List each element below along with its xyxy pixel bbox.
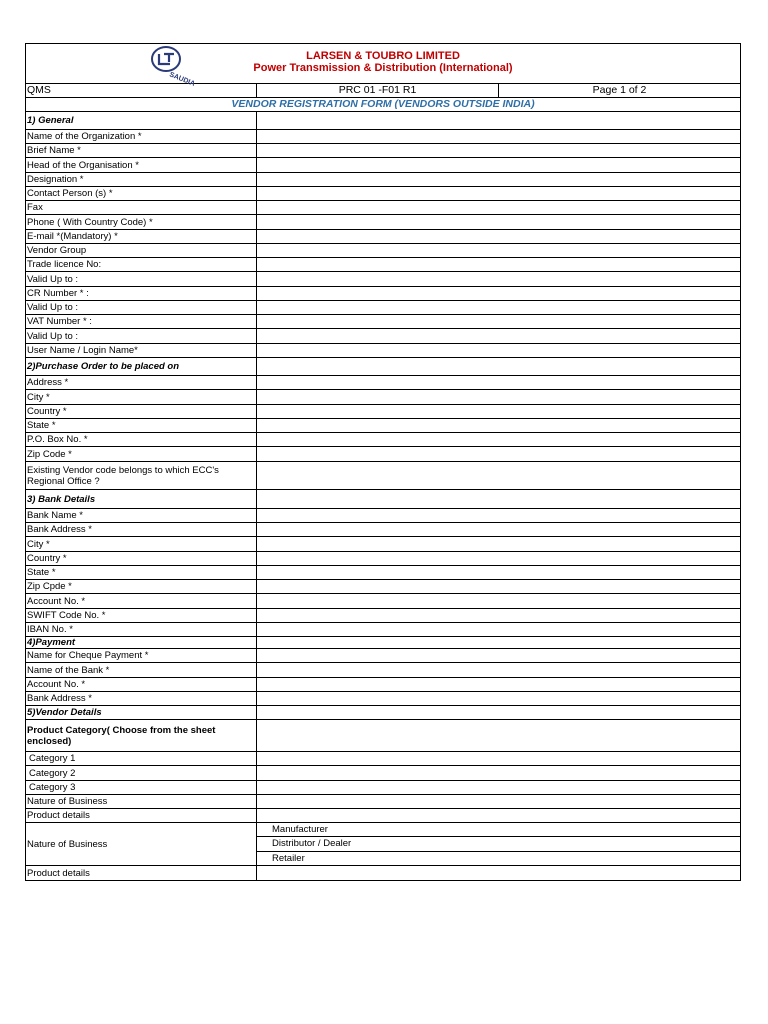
form-row: [26, 287, 740, 301]
business-option[interactable]: Distributor / Dealer: [257, 837, 740, 851]
field-label: Phone ( With Country Code) *: [26, 215, 257, 229]
field-label: Product Category( Choose from the sheet enclosed): [26, 720, 257, 751]
form-row: [26, 130, 740, 144]
field-label: Product details: [26, 809, 257, 822]
form-row: [26, 230, 740, 244]
field-label: Contact Person (s) *: [26, 187, 257, 200]
field-label: Country *: [26, 552, 257, 565]
form-row: [26, 376, 740, 390]
field-label: User Name / Login Name*: [26, 344, 257, 357]
field-label: Head of the Organisation *: [26, 158, 257, 172]
field-value-input[interactable]: [257, 678, 740, 691]
field-value-input[interactable]: [257, 230, 740, 243]
form-row: [26, 462, 740, 490]
field-value-input[interactable]: [257, 272, 740, 286]
field-value-input[interactable]: [257, 215, 740, 229]
field-label: Zip Code *: [26, 447, 257, 461]
field-label: Name for Cheque Payment *: [26, 649, 257, 662]
field-value-input[interactable]: [257, 158, 740, 172]
form-row: [26, 720, 740, 752]
field-label: Valid Up to :: [26, 329, 257, 343]
section-blank: [257, 706, 740, 719]
form-row: [26, 173, 740, 187]
field-label: Designation *: [26, 173, 257, 186]
field-label: Category 1: [26, 752, 257, 765]
field-value-input[interactable]: [257, 344, 740, 357]
document-info-row: [26, 84, 740, 98]
field-label: Bank Name *: [26, 509, 257, 522]
page-number: Page 1 of 2: [592, 84, 647, 96]
field-value-input[interactable]: [257, 649, 740, 662]
field-label: Account No. *: [26, 678, 257, 691]
qms-label: QMS: [26, 84, 257, 97]
field-label: Address *: [26, 376, 257, 389]
field-label: Vendor Group: [26, 244, 257, 257]
form-row: [26, 433, 740, 447]
field-label: Nature of Business: [26, 823, 257, 865]
form-row: [26, 678, 740, 692]
field-value-input[interactable]: [257, 329, 740, 343]
field-label: Brief Name *: [26, 144, 257, 157]
field-value-input[interactable]: [257, 866, 740, 880]
field-label: 1) General: [26, 112, 257, 129]
field-label: 5)Vendor Details: [26, 706, 257, 719]
field-label: Valid Up to :: [26, 301, 257, 314]
company-name: LARSEN & TOUBRO LIMITED: [306, 50, 460, 62]
field-value-input[interactable]: [257, 594, 740, 608]
field-value-input[interactable]: [257, 201, 740, 214]
form-row: [26, 187, 740, 201]
business-option[interactable]: Retailer: [272, 852, 305, 864]
field-label: Zip Cpde *: [26, 580, 257, 593]
field-value-input[interactable]: [257, 537, 740, 551]
field-label: City *: [26, 537, 257, 551]
field-value-input[interactable]: [257, 390, 740, 404]
section-blank: [257, 637, 740, 648]
field-label: Country *: [26, 405, 257, 418]
field-label: Nature of Business: [26, 795, 257, 808]
field-value-input[interactable]: [257, 447, 740, 461]
company-block: [26, 50, 740, 74]
form-row: [26, 580, 740, 594]
field-value-input[interactable]: [257, 509, 740, 522]
field-label: Product details: [26, 866, 257, 880]
field-label: State *: [26, 566, 257, 579]
form-row: [26, 663, 740, 678]
field-value-input[interactable]: [257, 287, 740, 300]
form-row: [26, 329, 740, 344]
field-label: Fax: [26, 201, 257, 214]
field-value-input[interactable]: [257, 187, 740, 200]
field-label: Category 2: [26, 766, 257, 780]
field-value-input[interactable]: [257, 301, 740, 314]
section-blank: [257, 358, 740, 375]
field-value-input[interactable]: [257, 752, 740, 765]
form-row: [26, 809, 740, 823]
field-value-input[interactable]: [257, 130, 740, 143]
field-value-input[interactable]: [257, 766, 740, 780]
document-code: PRC 01 -F01 R1: [257, 84, 499, 97]
form-row: [26, 692, 740, 706]
form-row: [26, 566, 740, 580]
field-label: IBAN No. *: [26, 623, 257, 636]
form-row: [26, 272, 740, 287]
form-row: [26, 509, 740, 523]
field-value-input[interactable]: [257, 376, 740, 389]
field-value-input[interactable]: [257, 609, 740, 622]
form-row: [26, 490, 740, 509]
form-row: [26, 552, 740, 566]
form-row: [26, 866, 740, 880]
field-value-input[interactable]: [257, 795, 740, 808]
form-row: [26, 637, 740, 649]
form-row: [26, 112, 740, 130]
field-label: Category 3: [26, 781, 257, 794]
form-header: [26, 44, 740, 88]
form-row: [26, 390, 740, 405]
form-row: [26, 447, 740, 462]
field-value-input[interactable]: [257, 623, 740, 636]
form-row: [26, 795, 740, 809]
field-label: Existing Vendor code belongs to which ECC's Regional Office ?: [26, 462, 257, 489]
field-label: 2)Purchase Order to be placed on: [26, 358, 257, 375]
form-row: [26, 623, 740, 637]
field-label: Account No. *: [26, 594, 257, 608]
form-row: [26, 752, 740, 766]
field-label: State *: [26, 419, 257, 432]
field-value-input[interactable]: [257, 315, 740, 328]
field-label: Bank Address *: [26, 692, 257, 705]
form-row: [26, 215, 740, 230]
form-row: [26, 405, 740, 419]
form-row: [26, 537, 740, 552]
field-value-input[interactable]: [257, 781, 740, 794]
field-label: CR Number * :: [26, 287, 257, 300]
form-title: VENDOR REGISTRATION FORM (VENDORS OUTSIDE INDIA): [26, 98, 740, 112]
field-label: VAT Number * :: [26, 315, 257, 328]
field-value-input[interactable]: [257, 419, 740, 432]
form-row: [26, 158, 740, 173]
form-row: [26, 766, 740, 781]
form-row: [26, 823, 740, 866]
field-value-input[interactable]: [257, 809, 740, 822]
field-label: City *: [26, 390, 257, 404]
field-label: Name of the Bank *: [26, 663, 257, 677]
field-value-input[interactable]: [257, 462, 740, 489]
field-value-input[interactable]: [257, 433, 740, 446]
field-label: 3) Bank Details: [26, 490, 257, 508]
form-row: [26, 781, 740, 795]
form-row: [26, 315, 740, 329]
field-value-input[interactable]: [257, 823, 740, 865]
field-value-input[interactable]: [257, 692, 740, 705]
form-row: [26, 301, 740, 315]
division-name: Power Transmission & Distribution (International): [253, 62, 513, 74]
form-row: [26, 344, 740, 358]
form-row: [26, 523, 740, 537]
field-value-input[interactable]: [257, 566, 740, 579]
form-row: [26, 258, 740, 272]
form-row: [26, 144, 740, 158]
field-value-input[interactable]: [257, 144, 740, 157]
field-label: Valid Up to :: [26, 272, 257, 286]
field-label: P.O. Box No. *: [26, 433, 257, 446]
vendor-registration-form: [25, 43, 741, 881]
form-row: [26, 594, 740, 609]
form-row: [26, 244, 740, 258]
field-value-input[interactable]: [257, 244, 740, 257]
field-label: Trade licence No:: [26, 258, 257, 271]
field-value-input[interactable]: [257, 552, 740, 565]
field-value-input[interactable]: [257, 258, 740, 271]
logo-text: SAUDIA: [168, 71, 196, 88]
form-row: [26, 706, 740, 720]
field-value-input[interactable]: [257, 173, 740, 186]
field-label: SWIFT Code No. *: [26, 609, 257, 622]
field-value-input[interactable]: [257, 523, 740, 536]
field-value-input[interactable]: [257, 663, 740, 677]
section-blank: [257, 490, 740, 508]
field-label: 4)Payment: [26, 637, 257, 648]
form-row: [26, 609, 740, 623]
field-value-input[interactable]: [257, 580, 740, 593]
business-option[interactable]: Manufacturer: [257, 823, 740, 837]
form-rows: [26, 112, 740, 880]
form-row: [26, 649, 740, 663]
field-label: Name of the Organization *: [26, 130, 257, 143]
field-value-input[interactable]: [257, 405, 740, 418]
form-row: [26, 201, 740, 215]
field-label: Bank Address *: [26, 523, 257, 536]
form-row: [26, 419, 740, 433]
field-value-input[interactable]: [257, 720, 740, 751]
section-blank: [257, 112, 740, 129]
field-label: E-mail *(Mandatory) *: [26, 230, 257, 243]
form-row: [26, 358, 740, 376]
